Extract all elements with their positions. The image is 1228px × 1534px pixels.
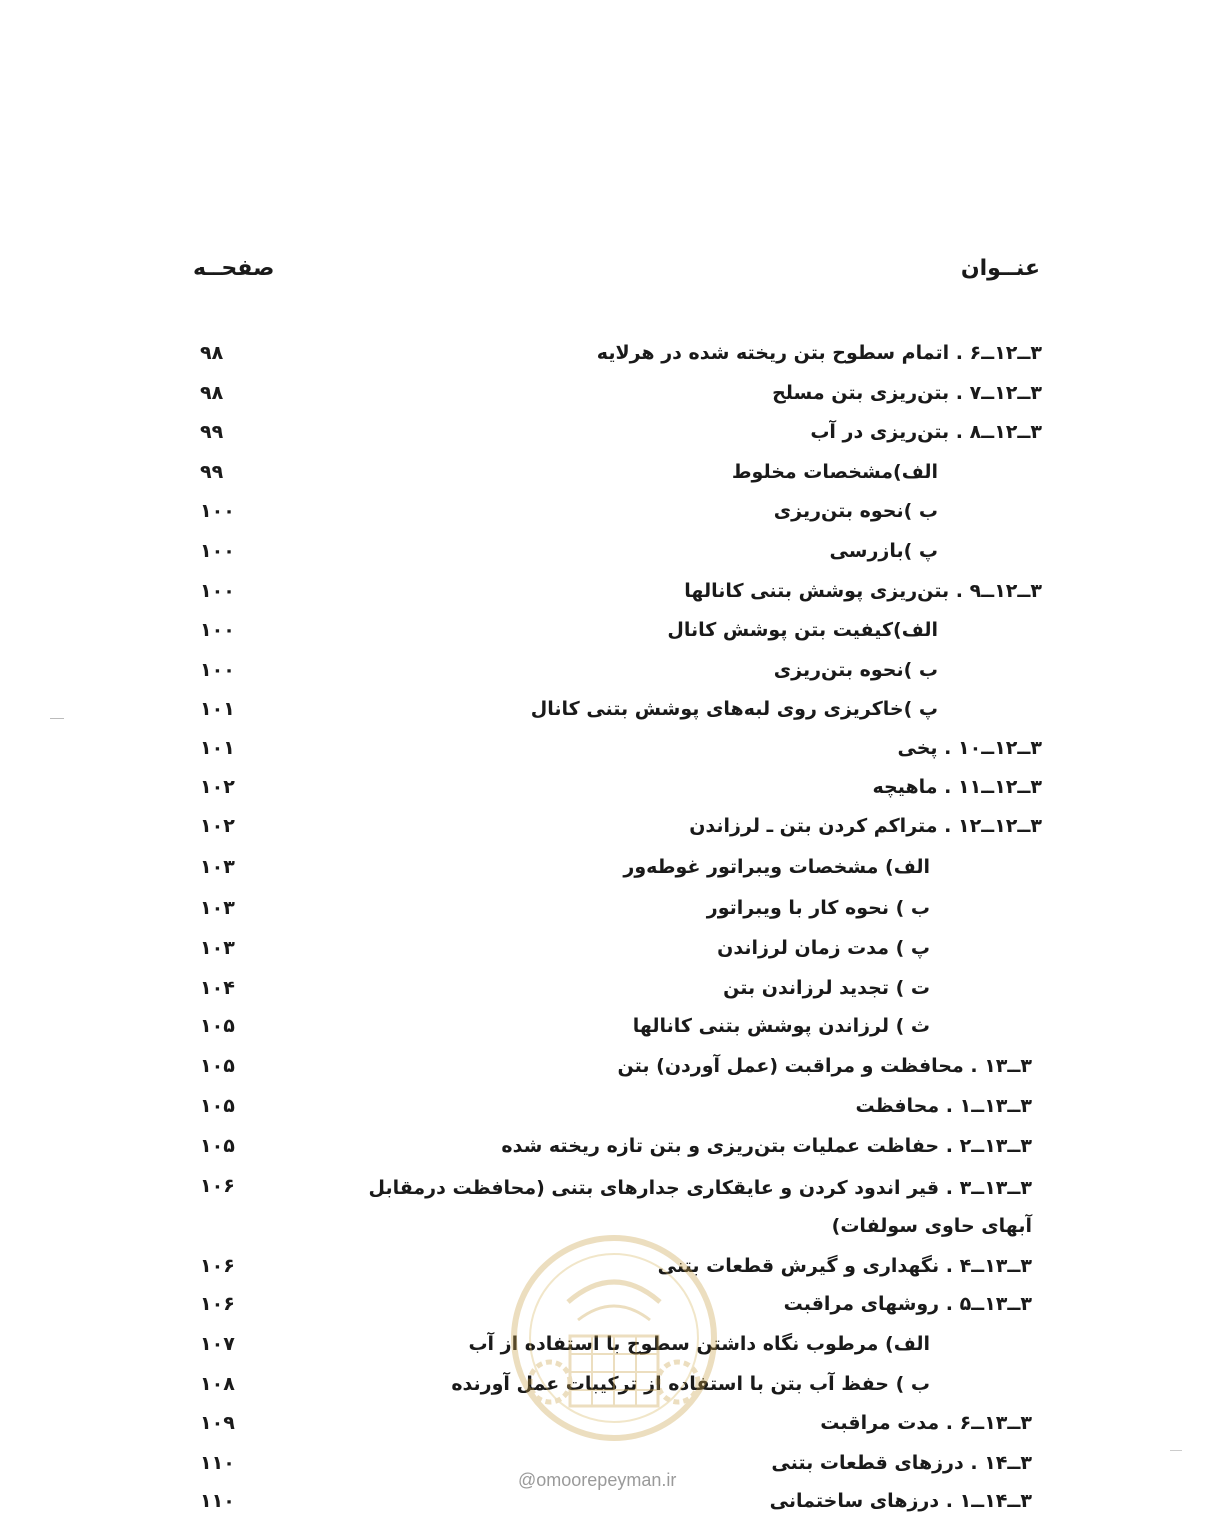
toc-page-number: ۱۱۰ bbox=[200, 1490, 235, 1512]
toc-entry: ث ) لرزاندن پوشش بتنی کانالها bbox=[632, 1015, 930, 1037]
toc-row bbox=[0, 977, 1228, 1013]
toc-row bbox=[0, 619, 1228, 655]
toc-page-number: ۱۰۳ bbox=[200, 897, 235, 919]
toc-entry: ب ) حفظ آب بتن با استفاده از ترکیبات عمل آورنده bbox=[451, 1373, 930, 1395]
toc-row bbox=[0, 421, 1228, 457]
toc-entry: ب ) نحوه کار با ویبراتور bbox=[706, 897, 930, 919]
toc-row bbox=[0, 1095, 1228, 1131]
toc-entry: ب )نحوه بتن‌ریزی bbox=[773, 500, 938, 522]
toc-page-number: ۱۰۲ bbox=[200, 776, 235, 798]
toc-entry: ۳ــ۱۳ــ۵ . روشهای مراقبت bbox=[783, 1293, 1032, 1315]
toc-entry: ت ) تجدید لرزاندن بتن bbox=[723, 977, 930, 999]
toc-page-number: ۱۰۰ bbox=[200, 580, 235, 602]
toc-entry: ۳ــ۱۳ــ۶ . مدت مراقبت bbox=[820, 1412, 1032, 1434]
watermark-text: @omoorepeyman.ir bbox=[518, 1470, 677, 1490]
toc-entry: پ )بازرسی bbox=[829, 540, 938, 562]
toc-page-number: ۹۹ bbox=[200, 421, 224, 443]
margin-mark bbox=[1170, 1450, 1182, 1451]
toc-entry: پ ) مدت زمان لرزاندن bbox=[717, 937, 930, 959]
toc-entry: الف)مشخصات مخلوط bbox=[731, 461, 938, 483]
toc-entry: ۳ــ۱۲ــ۹ . بتن‌ریزی پوشش بتنی کانالها bbox=[684, 580, 1042, 602]
toc-entry: ۳ــ۱۳ــ۴ . نگهداری و گیرش قطعات بتنی bbox=[657, 1255, 1032, 1277]
toc-page-number: ۱۰۴ bbox=[200, 977, 235, 999]
toc-row bbox=[0, 500, 1228, 536]
seal-logo-icon bbox=[508, 1232, 720, 1444]
toc-page-number: ۱۰۶ bbox=[200, 1255, 235, 1277]
toc-page-number: ۱۰۵ bbox=[200, 1095, 235, 1117]
toc-row bbox=[0, 937, 1228, 973]
toc-page-number: ۱۰۷ bbox=[200, 1333, 235, 1355]
toc-page-number: ۱۰۸ bbox=[200, 1373, 235, 1395]
toc-entry: ۳ــ۱۲ــ۶ . اتمام سطوح بتن ریخته شده در هرلایه bbox=[596, 342, 1042, 364]
toc-row bbox=[0, 698, 1228, 734]
column-title-heading: عنــوان bbox=[960, 256, 1040, 281]
toc-row bbox=[0, 382, 1228, 418]
toc-entry: ۳ــ۱۳ــ۱ . محافظت bbox=[855, 1095, 1032, 1117]
toc-page-number: ۱۰۶ bbox=[200, 1175, 235, 1197]
toc-entry: ۳ــ۱۲ــ۷ . بتن‌ریزی بتن مسلح bbox=[772, 382, 1042, 404]
toc-row bbox=[0, 737, 1228, 773]
toc-page-number: ۱۰۰ bbox=[200, 619, 235, 641]
toc-entry: پ )خاکریزی روی لبه‌های پوشش بتنی کانال bbox=[530, 698, 938, 720]
toc-page-number: ۱۰۱ bbox=[200, 737, 235, 759]
toc-page-number: ۱۰۹ bbox=[200, 1412, 235, 1434]
toc-entry: ۳ــ۱۲ــ۸ . بتن‌ریزی در آب bbox=[810, 421, 1042, 443]
toc-page-number: ۱۰۵ bbox=[200, 1015, 235, 1037]
toc-row bbox=[0, 1055, 1228, 1091]
toc-entry: ۳ــ۱۳ــ۳ . قیر اندود کردن و عایقکاری جدارهای بتنی (محافظت درمقابل آبهای حاوی سولفات) bbox=[368, 1177, 1032, 1237]
toc-row bbox=[0, 461, 1228, 497]
toc-page-number: ۱۰۱ bbox=[200, 698, 235, 720]
toc-page-number: ۹۸ bbox=[200, 342, 224, 364]
toc-page-number: ۱۰۰ bbox=[200, 500, 235, 522]
toc-row bbox=[0, 1490, 1228, 1526]
toc-row bbox=[0, 659, 1228, 695]
toc-entry: الف) مرطوب نگاه داشتن سطوح با استفاده از آب bbox=[468, 1333, 930, 1355]
toc-entry: ۳ــ۱۲ــ۱۱ . ماهیچه bbox=[872, 776, 1042, 798]
toc-page-number: ۱۰۳ bbox=[200, 937, 235, 959]
toc-entry: الف) مشخصات ویبراتور غوطه‌ور bbox=[623, 856, 930, 878]
toc-entry: ۳ــ۱۲ــ۱۰ . پخی bbox=[897, 737, 1042, 759]
toc-page-number: ۹۸ bbox=[200, 382, 224, 404]
toc-row bbox=[0, 342, 1228, 378]
column-page-heading: صفحــه bbox=[193, 256, 275, 281]
toc-row bbox=[0, 815, 1228, 851]
toc-page-number: ۹۹ bbox=[200, 461, 224, 483]
toc-entry: ۳ــ۱۲ــ۱۲ . متراکم کردن بتن ـ لرزاندن bbox=[689, 815, 1042, 837]
toc-row bbox=[0, 1135, 1228, 1171]
toc-entry: ۳ــ۱۴ . درزهای قطعات بتنی bbox=[771, 1452, 1032, 1474]
toc-entry: ۳ــ۱۳ــ۲ . حفاظت عملیات بتن‌ریزی و بتن تازه ریخته شده bbox=[501, 1135, 1032, 1157]
toc-page-number: ۱۰۰ bbox=[200, 659, 235, 681]
toc-page-number: ۱۰۳ bbox=[200, 856, 235, 878]
toc-entry: ۳ــ۱۴ــ۱ . درزهای ساختمانی bbox=[769, 1490, 1032, 1512]
toc-row bbox=[0, 856, 1228, 892]
toc-row bbox=[0, 540, 1228, 576]
toc-row bbox=[0, 776, 1228, 812]
toc-row bbox=[0, 1015, 1228, 1051]
toc-row bbox=[0, 580, 1228, 616]
toc-row bbox=[0, 897, 1228, 933]
toc-page-number: ۱۰۵ bbox=[200, 1135, 235, 1157]
toc-page-number: ۱۰۲ bbox=[200, 815, 235, 837]
toc-page-number: ۱۰۰ bbox=[200, 540, 235, 562]
toc-entry: الف)کیفیت بتن پوشش کانال bbox=[667, 619, 938, 641]
toc-page-number: ۱۰۶ bbox=[200, 1293, 235, 1315]
toc-entry: ب )نحوه بتن‌ریزی bbox=[773, 659, 938, 681]
toc-page-number: ۱۰۵ bbox=[200, 1055, 235, 1077]
toc-page-number: ۱۱۰ bbox=[200, 1452, 235, 1474]
toc-entry: ۳ــ۱۳ . محافظت و مراقبت (عمل آوردن) بتن bbox=[617, 1055, 1032, 1077]
